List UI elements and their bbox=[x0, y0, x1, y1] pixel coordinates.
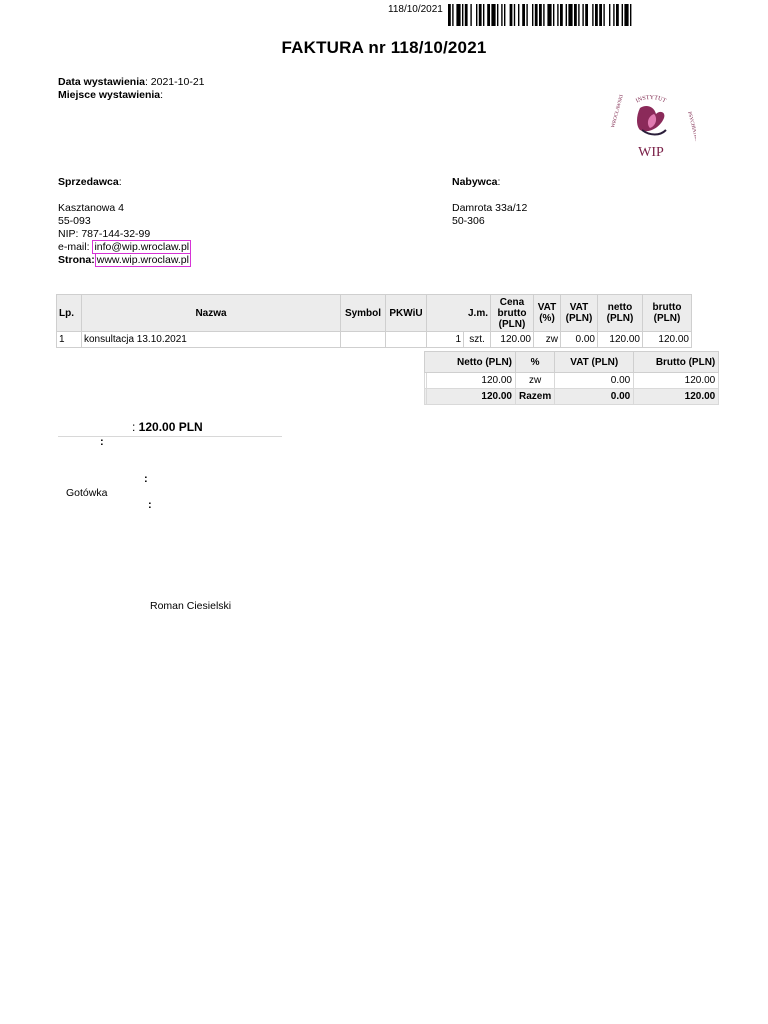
barcode-bar bbox=[470, 4, 471, 26]
row-gross: 120.00 bbox=[643, 332, 692, 348]
barcode-bar bbox=[514, 4, 515, 26]
seller-nip: NIP: 787-144-32-99 bbox=[58, 228, 151, 240]
summary-header-net: Netto (PLN) bbox=[425, 352, 516, 373]
row-pkwiu bbox=[386, 332, 427, 348]
barcode-bar bbox=[560, 4, 563, 26]
header-jm: J.m. bbox=[427, 295, 491, 332]
barcode-bar bbox=[491, 4, 495, 26]
summary-percent: zw bbox=[516, 373, 555, 389]
barcode-label: 118/10/2021 bbox=[388, 4, 443, 15]
summary-total-row bbox=[425, 389, 719, 405]
issue-date-label: Data wystawienia bbox=[58, 76, 145, 88]
seller-email-link[interactable]: info@wip.wroclaw.pl bbox=[94, 241, 190, 253]
buyer-label-suffix: : bbox=[497, 176, 501, 188]
barcode-bar bbox=[574, 4, 577, 26]
barcode-bar bbox=[535, 4, 538, 26]
barcode-bar bbox=[448, 4, 451, 26]
summary-total-gross: 120.00 bbox=[634, 389, 719, 405]
seller-www-link[interactable]: www.wip.wroclaw.pl bbox=[96, 254, 189, 266]
barcode-bar bbox=[582, 4, 583, 26]
issue-place-row bbox=[58, 89, 205, 102]
table-row bbox=[57, 332, 692, 348]
summary-table bbox=[424, 351, 719, 405]
barcode-bar bbox=[462, 4, 463, 26]
row-lp: 1 bbox=[57, 332, 82, 348]
barcode bbox=[448, 4, 713, 26]
barcode-bar bbox=[578, 4, 579, 26]
summary-header-gross: Brutto (PLN) bbox=[634, 352, 719, 373]
summary-total-vat: 0.00 bbox=[555, 389, 634, 405]
payment-colon-3: : bbox=[148, 499, 152, 511]
amount-due-prefix: : bbox=[132, 420, 139, 434]
barcode-bar bbox=[456, 4, 460, 26]
barcode-bar bbox=[553, 4, 554, 26]
items-header-row bbox=[57, 295, 692, 332]
signer-name: Roman Ciesielski bbox=[150, 600, 232, 612]
seller-postal: 55-093 bbox=[58, 215, 91, 227]
barcode-bar bbox=[609, 4, 610, 26]
barcode-bar bbox=[622, 4, 623, 26]
barcode-bar bbox=[522, 4, 525, 26]
barcode-bar bbox=[616, 4, 619, 26]
items-table bbox=[56, 294, 692, 348]
barcode-bar bbox=[518, 4, 519, 26]
logo-right-text: PSYCHIATRII bbox=[686, 111, 696, 143]
barcode-bar bbox=[624, 4, 628, 26]
barcode-bar bbox=[510, 4, 513, 26]
barcode-bar bbox=[603, 4, 604, 26]
barcode-bar bbox=[479, 4, 482, 26]
payment-colon-1: : bbox=[100, 436, 104, 448]
seller-www-row bbox=[58, 254, 191, 267]
institute-logo bbox=[606, 84, 696, 162]
seller-street: Kasztanowa 4 bbox=[58, 202, 124, 214]
logo-left-text: WROCŁAWSKI bbox=[611, 94, 625, 129]
barcode-bar bbox=[487, 4, 490, 26]
document-title: FAKTURA nr 118/10/2021 bbox=[281, 38, 487, 57]
barcode-bar bbox=[592, 4, 593, 26]
issue-meta bbox=[58, 76, 205, 102]
items-table-wrapper bbox=[56, 294, 692, 348]
row-quantity: 1 bbox=[427, 332, 464, 348]
amount-due bbox=[132, 420, 203, 434]
barcode-bar bbox=[568, 4, 572, 26]
header-symbol: Symbol bbox=[341, 295, 386, 332]
summary-row bbox=[425, 373, 719, 389]
seller-heading bbox=[58, 176, 191, 189]
barcode-bar bbox=[532, 4, 533, 26]
issue-place-label: Miejsce wystawienia bbox=[58, 89, 161, 101]
institute-logo-graphic bbox=[606, 84, 696, 162]
summary-net: 120.00 bbox=[427, 373, 516, 389]
summary-vat: 0.00 bbox=[555, 373, 634, 389]
barcode-bar bbox=[452, 4, 453, 26]
barcode-bar bbox=[501, 4, 502, 26]
summary-gross: 120.00 bbox=[634, 373, 719, 389]
header-gross: brutto (PLN) bbox=[643, 295, 692, 332]
logo-arc-text: INSTYTUT bbox=[635, 94, 667, 105]
header-net: netto (PLN) bbox=[598, 295, 643, 332]
payment-method: Gotówka bbox=[66, 487, 108, 499]
summary-total-net: 120.00 bbox=[427, 389, 516, 405]
barcode-bar bbox=[599, 4, 602, 26]
seller-email-label: e-mail: bbox=[58, 241, 93, 253]
buyer-street: Damrota 33a/12 bbox=[452, 202, 528, 214]
barcode-bar bbox=[497, 4, 498, 26]
seller-label: Sprzedawca bbox=[58, 176, 119, 188]
header-price-gross: Cena brutto (PLN) bbox=[491, 295, 534, 332]
header-lp: Lp. bbox=[57, 295, 82, 332]
summary-header-percent: % bbox=[516, 352, 555, 373]
barcode-bar bbox=[585, 4, 588, 26]
summary-header-vat: VAT (PLN) bbox=[555, 352, 634, 373]
barcode-bar bbox=[504, 4, 505, 26]
issue-date-row bbox=[58, 76, 205, 89]
issue-place-value: : bbox=[160, 89, 164, 101]
header-pkwiu: PKWiU bbox=[386, 295, 427, 332]
svg-text:INSTYTUT bbox=[635, 95, 667, 105]
barcode-graphic bbox=[448, 4, 713, 26]
seller-block bbox=[58, 176, 191, 267]
issue-date-value: : 2021-10-21 bbox=[144, 76, 205, 88]
barcode-bar bbox=[476, 4, 477, 26]
row-net: 120.00 bbox=[598, 332, 643, 348]
payment-colon-2: : bbox=[144, 473, 148, 485]
barcode-bar bbox=[630, 4, 631, 26]
amount-due-value: 120.00 PLN bbox=[138, 420, 203, 434]
seller-www-label: Strona: bbox=[58, 254, 95, 266]
buyer-heading bbox=[452, 176, 527, 189]
row-vat-amount: 0.00 bbox=[561, 332, 598, 348]
barcode-bar bbox=[557, 4, 558, 26]
row-name: konsultacja 13.10.2021 bbox=[82, 332, 341, 348]
barcode-bar bbox=[566, 4, 567, 26]
row-unit: szt. bbox=[464, 332, 491, 348]
divider bbox=[58, 436, 282, 437]
summary-total-label: Razem bbox=[516, 389, 555, 405]
header-vat-amount: VAT (PLN) bbox=[561, 295, 598, 332]
row-symbol bbox=[341, 332, 386, 348]
barcode-bar bbox=[539, 4, 542, 26]
buyer-postal: 50-306 bbox=[452, 215, 485, 227]
row-vat-percent: zw bbox=[534, 332, 561, 348]
barcode-bar bbox=[613, 4, 614, 26]
barcode-bar bbox=[547, 4, 551, 26]
barcode-bar bbox=[483, 4, 484, 26]
barcode-bar bbox=[465, 4, 468, 26]
summary-table-wrapper bbox=[424, 351, 719, 405]
barcode-bar bbox=[543, 4, 544, 26]
barcode-bar bbox=[595, 4, 598, 26]
header-name: Nazwa bbox=[82, 295, 341, 332]
barcode-bar bbox=[526, 4, 527, 26]
logo-wip-text: WIP bbox=[638, 145, 664, 160]
row-price-gross: 120.00 bbox=[491, 332, 534, 348]
header-vat-percent: VAT (%) bbox=[534, 295, 561, 332]
buyer-block bbox=[452, 176, 527, 228]
summary-header-row bbox=[425, 352, 719, 373]
seller-label-suffix: : bbox=[118, 176, 122, 188]
buyer-label: Nabywca bbox=[452, 176, 498, 188]
